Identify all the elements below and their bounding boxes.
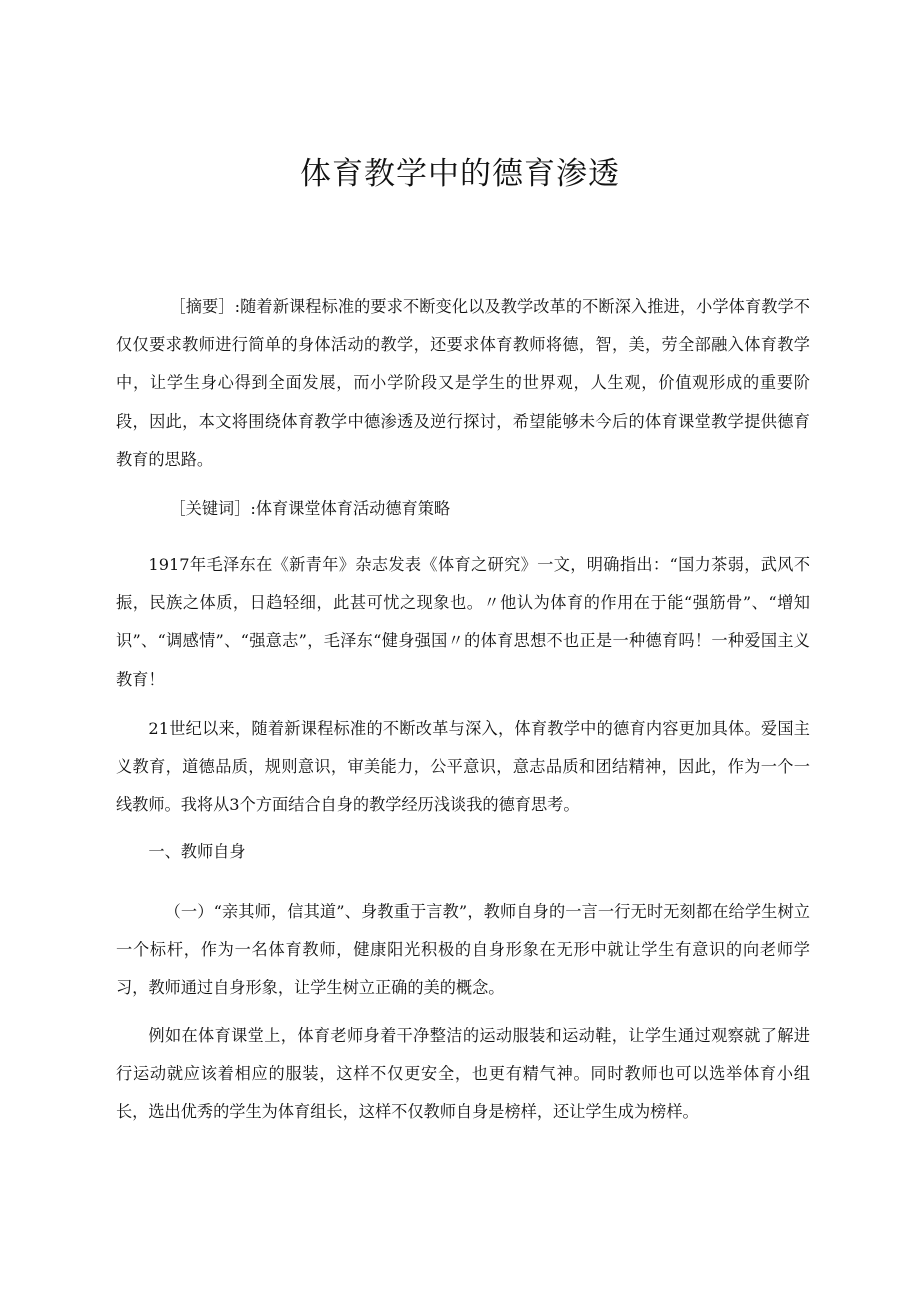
section-heading: 一、教师自身 bbox=[148, 842, 246, 861]
abstract-paragraph: ［摘要］:随着新课程标准的要求不断变化以及教学改革的不断深入推进，小学体育教学不仅仅要求教师进行简单的身体活动的教学，还要求体育教师将德，智，美，劳全部融入体育教学中，让学生身心得到全面发展，而小学阶段又是学生的世界观，人生观，价值观形成的重要阶段，因此，本文将围绕体育教学中德渗透及逆行探讨，希望能够未今后的体育课堂教学提供德育教育的思路。 bbox=[116, 297, 810, 469]
item-paragraph-1: （一）“亲其师，信其道”、身教重于言教”，教师自身的一言一行无时无刻都在给学生树立一个标杆，作为一名体育教师，健康阳光积极的自身形象在无形中就让学生有意识的向老师学习，教师通过自身形象，让学生树立正确的美的概念。 bbox=[116, 902, 810, 998]
document-title: 体育教学中的德育渗透 bbox=[300, 156, 620, 192]
keywords-paragraph: ［关键词］:体育课堂体育活动德育策略 bbox=[169, 499, 451, 518]
body-paragraph-mao: 1917年毛泽东在《新青年》杂志发表《体育之研究》一文，明确指出：“国力茶弱，武风不振，民族之体质，日趋轻细，此甚可忧之现象也。〃他认为体育的作用在于能“强筋骨”、“增知识”、“调感情”、“强意志”，毛泽东“健身强国〃的体育思想不也正是一种德育吗！一种爱国主义教育！ bbox=[116, 555, 810, 689]
body-paragraph-21st-century: 21世纪以来，随着新课程标准的不断改革与深入，体育教学中的德育内容更加具体。爱国主义教育，道德品质，规则意识，审美能力，公平意识，意志品质和团结精神，因此，作为一个一线教师。我将从3个方面结合自身的教学经历浅谈我的德育思考。 bbox=[116, 719, 810, 815]
example-paragraph: 例如在体育课堂上，体育老师身着干净整洁的运动服装和运动鞋，让学生通过观察就了解进行运动就应该着相应的服装，这样不仅更安全，也更有精气神。同时教师也可以选举体育小组长，选出优秀的学生为体育组长，这样不仅教师自身是榜样，还让学生成为榜样。 bbox=[116, 1026, 810, 1122]
